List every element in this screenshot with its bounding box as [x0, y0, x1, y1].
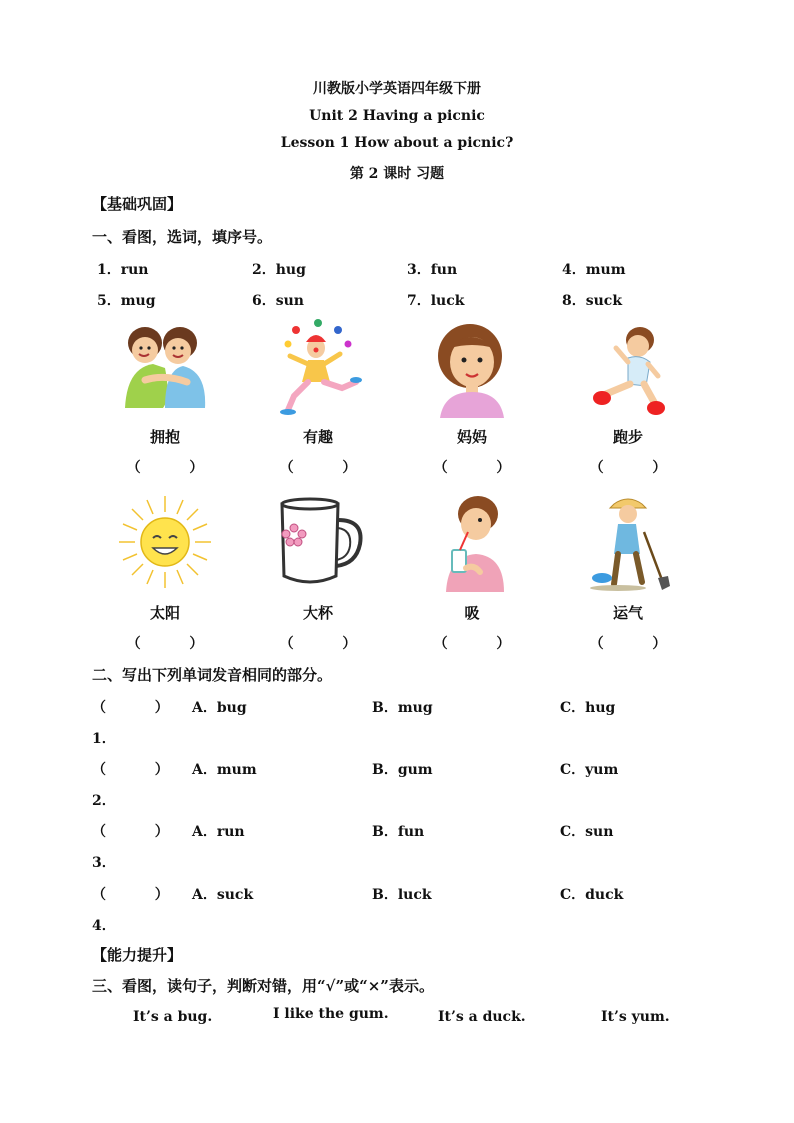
picture-label: 拥抱	[149, 428, 180, 446]
answer-blank[interactable]: （ ）	[92, 762, 169, 778]
man-with-shovel-picture	[578, 492, 678, 592]
picture-label: 跑步	[612, 428, 643, 446]
section-advanced-heading: 【能力提升】	[92, 946, 183, 964]
option-c: C．sun	[560, 824, 614, 840]
word-option: 7．luck	[407, 293, 465, 309]
word-option: 5．mug	[97, 293, 156, 309]
word-option: 6．sun	[252, 293, 304, 309]
picture-label: 太阳	[149, 604, 180, 622]
hugging-boys-picture	[115, 318, 215, 418]
option-a: A．suck	[192, 887, 254, 903]
answer-blank[interactable]: （ ）	[589, 636, 667, 652]
option-c: C．duck	[560, 887, 624, 903]
option-a: A．mum	[192, 762, 257, 778]
question-number: 4．	[92, 918, 116, 934]
sentence: I like the gum.	[273, 1006, 389, 1022]
word-option: 3．fun	[407, 262, 458, 278]
picture-label: 有趣	[302, 428, 333, 446]
word-option: 8．suck	[562, 293, 623, 309]
answer-blank[interactable]: （ ）	[433, 636, 511, 652]
picture-label: 大杯	[302, 604, 333, 622]
lesson-title: Lesson 1 How about a picnic?	[280, 135, 514, 151]
question-number: 1．	[92, 731, 116, 747]
answer-blank[interactable]: （ ）	[126, 460, 204, 476]
sun-picture	[115, 492, 215, 592]
answer-blank[interactable]: （ ）	[279, 460, 357, 476]
answer-blank[interactable]: （ ）	[92, 887, 169, 903]
page-title: 川教版小学英语四年级下册	[313, 81, 481, 97]
answer-blank[interactable]: （ ）	[126, 636, 204, 652]
running-boy-picture	[578, 318, 678, 418]
option-c: C．yum	[560, 762, 619, 778]
picture-label: 运气	[612, 604, 643, 622]
unit-title: Unit 2 Having a picnic	[309, 108, 485, 124]
sentence: It’s a duck.	[438, 1009, 526, 1025]
answer-blank[interactable]: （ ）	[279, 636, 357, 652]
option-a: A．bug	[192, 700, 247, 716]
option-a: A．run	[192, 824, 245, 840]
word-option: 2．hug	[252, 262, 306, 278]
question-number: 2．	[92, 793, 116, 809]
q3-title: 三、看图，读句子，判断对错，用“√”或“×”表示。	[92, 977, 434, 995]
option-b: B．fun	[372, 824, 425, 840]
question-number: 3．	[92, 855, 116, 871]
answer-blank[interactable]: （ ）	[433, 460, 511, 476]
option-b: B．luck	[372, 887, 432, 903]
sentence: It’s yum.	[601, 1009, 670, 1025]
option-b: B．gum	[372, 762, 433, 778]
answer-blank[interactable]: （ ）	[589, 460, 667, 476]
q1-title: 一、看图，选词，填序号。	[92, 228, 273, 246]
word-option: 4．mum	[562, 262, 626, 278]
boy-drinking-picture	[422, 492, 522, 592]
clown-picture	[268, 318, 368, 418]
picture-label: 吸	[464, 604, 480, 622]
period-title: 第 2 课时 习题	[349, 166, 445, 182]
answer-blank[interactable]: （ ）	[92, 700, 169, 716]
section-basic-heading: 【基础巩固】	[92, 195, 183, 213]
mother-picture	[422, 318, 522, 418]
option-b: B．mug	[372, 700, 433, 716]
mug-picture	[268, 492, 368, 592]
picture-label: 妈妈	[456, 428, 487, 446]
option-c: C．hug	[560, 700, 616, 716]
q2-title: 二、写出下列单词发音相同的部分。	[92, 666, 333, 684]
sentence: It’s a bug.	[133, 1009, 213, 1025]
word-option: 1．run	[97, 262, 149, 278]
answer-blank[interactable]: （ ）	[92, 824, 169, 840]
